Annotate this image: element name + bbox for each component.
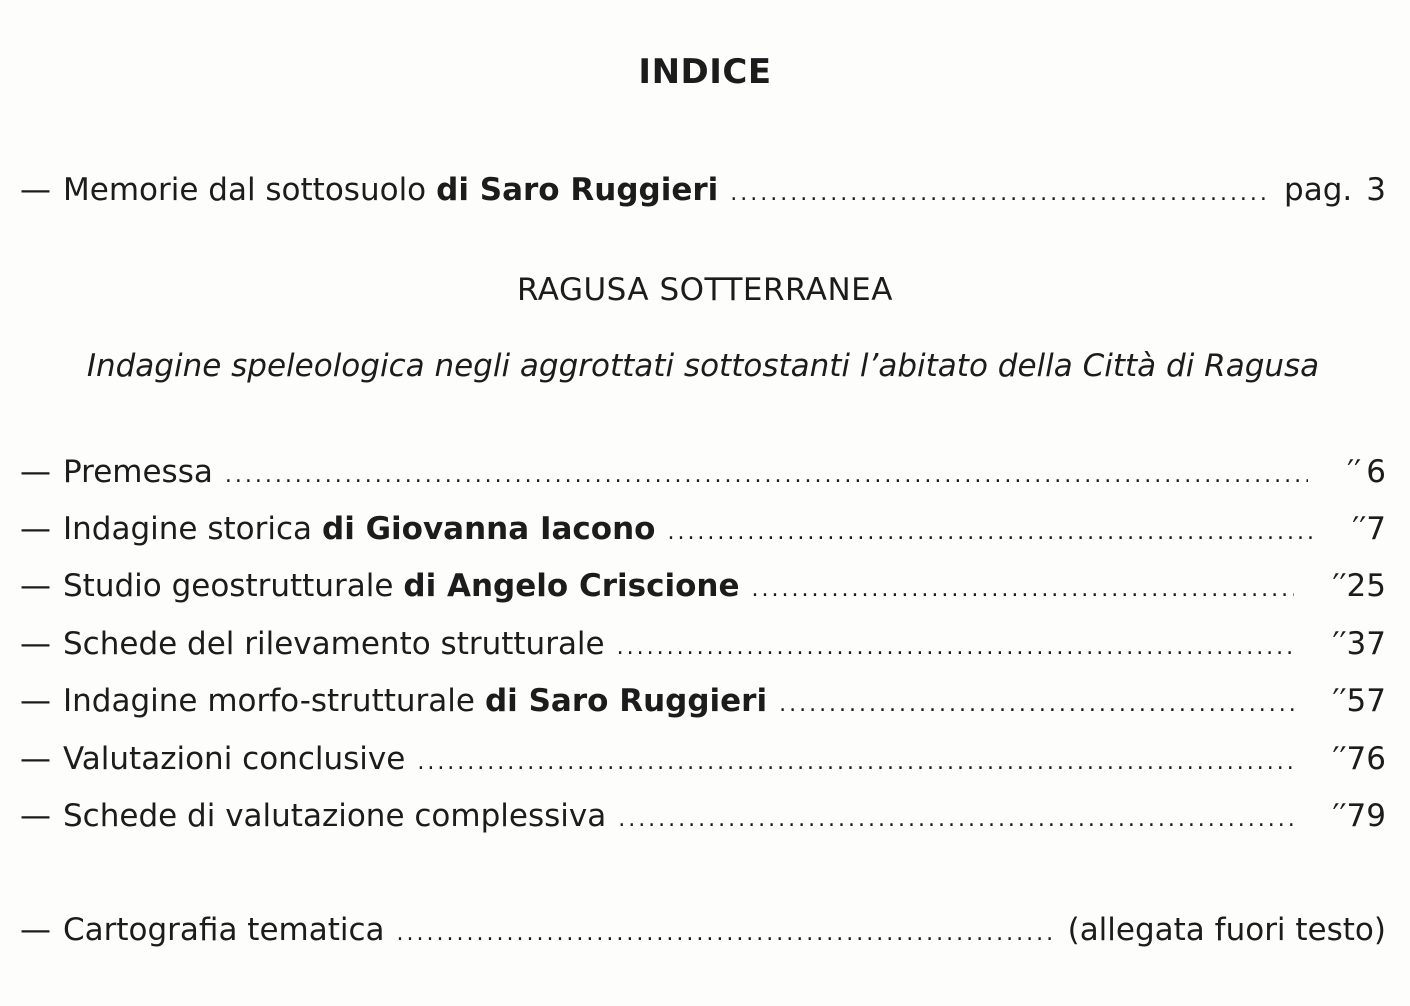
toc-entry[interactable] bbox=[20, 454, 1386, 498]
toc-entry[interactable] bbox=[20, 568, 1386, 612]
ditto-mark: ′′ bbox=[1347, 454, 1362, 490]
entry-page-number: 6 bbox=[1366, 454, 1386, 490]
section-title: RAGUSA SOTTERRANEA bbox=[517, 272, 893, 308]
entry-label: Indagine storica bbox=[63, 511, 312, 547]
ditto-mark: ′′ bbox=[1332, 798, 1347, 834]
entry-label: Memorie dal sottosuolo bbox=[63, 172, 427, 208]
entry-label: Studio geostrutturale bbox=[63, 568, 394, 604]
entry-label: Valutazioni conclusive bbox=[63, 741, 406, 777]
entry-dash: — bbox=[20, 454, 51, 490]
toc-entry[interactable] bbox=[20, 626, 1386, 670]
entry-dash: — bbox=[20, 683, 51, 719]
entry-dash: — bbox=[20, 912, 51, 948]
entry-page-number: 37 bbox=[1346, 626, 1386, 662]
dot-leader bbox=[617, 635, 1295, 660]
ditto-mark: ′′ bbox=[1332, 568, 1347, 604]
entry-label: Indagine morfo-strutturale bbox=[63, 683, 475, 719]
entry-label: Cartografia tematica bbox=[63, 912, 385, 948]
dot-leader bbox=[752, 577, 1295, 602]
toc-entry[interactable] bbox=[20, 798, 1386, 842]
toc-entry[interactable] bbox=[20, 741, 1386, 785]
entry-label: Schede del rilevamento strutturale bbox=[63, 626, 605, 662]
section-subtitle: Indagine speleologica negli aggrottati sottostanti l’abitato della Città di Ragusa bbox=[86, 348, 1320, 384]
entry-label: Schede di valutazione complessiva bbox=[63, 798, 607, 834]
page-abbrev: pag. bbox=[1284, 172, 1353, 208]
dot-leader bbox=[397, 921, 1056, 946]
entry-page-number: 25 bbox=[1346, 568, 1386, 604]
entry-page-number: 76 bbox=[1346, 741, 1386, 777]
entry-author: di Angelo Criscione bbox=[403, 568, 740, 604]
page-title: INDICE bbox=[638, 52, 772, 92]
toc-entry[interactable] bbox=[20, 511, 1386, 555]
entry-note: (allegata fuori testo) bbox=[1067, 912, 1386, 948]
dot-leader bbox=[779, 692, 1294, 717]
entry-dash: — bbox=[20, 798, 51, 834]
entry-dash: — bbox=[20, 172, 51, 208]
entry-author: di Saro Ruggieri bbox=[484, 683, 768, 719]
ditto-mark: ′′ bbox=[1332, 626, 1347, 662]
ditto-mark: ′′ bbox=[1332, 741, 1347, 777]
dot-leader bbox=[618, 807, 1294, 832]
entry-dash: — bbox=[20, 511, 51, 547]
ditto-mark: ′′ bbox=[1332, 683, 1347, 719]
entry-page-number: 79 bbox=[1346, 798, 1386, 834]
entry-author: di Giovanna Iacono bbox=[322, 511, 656, 547]
dot-leader bbox=[225, 463, 1308, 488]
entry-page-number: 7 bbox=[1366, 511, 1386, 547]
entry-label: Premessa bbox=[63, 454, 213, 490]
entry-page-number: 57 bbox=[1346, 683, 1386, 719]
dot-leader bbox=[417, 750, 1294, 775]
entry-page-number: 3 bbox=[1366, 172, 1386, 208]
toc-entry-cartografia[interactable] bbox=[20, 912, 1386, 956]
entry-author: di Saro Ruggieri bbox=[436, 172, 719, 208]
dot-leader bbox=[667, 520, 1314, 545]
entry-dash: — bbox=[20, 741, 51, 777]
entry-dash: — bbox=[20, 568, 51, 604]
toc-entry[interactable] bbox=[20, 683, 1386, 727]
dot-leader bbox=[730, 181, 1272, 206]
entry-dash: — bbox=[20, 626, 51, 662]
ditto-mark: ′′ bbox=[1352, 511, 1367, 547]
toc-entry-memorie[interactable] bbox=[20, 172, 1386, 216]
